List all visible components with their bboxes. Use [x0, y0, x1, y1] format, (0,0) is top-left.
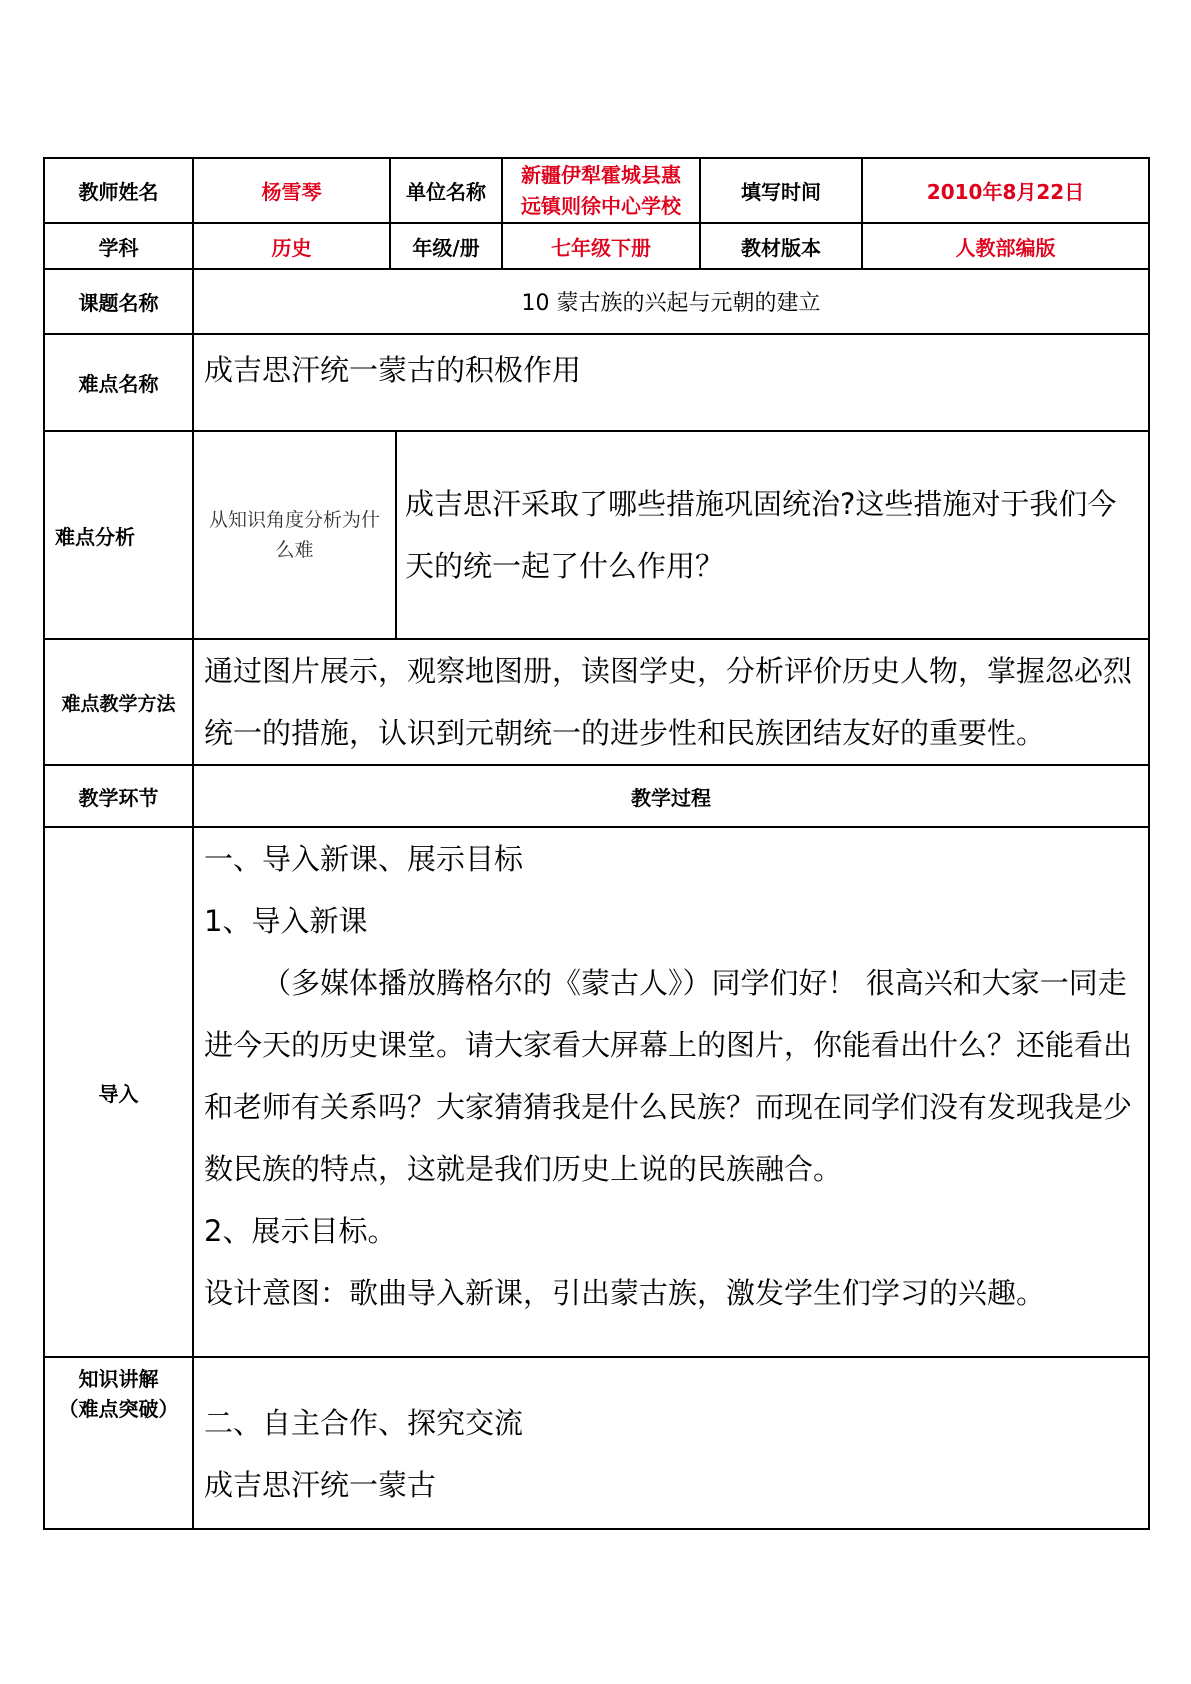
- intro-line-4: 2、展示目标。: [204, 1214, 397, 1248]
- process-header-row: [44, 765, 1149, 827]
- analysis-value: 成吉思汗采取了哪些措施巩固统治?这些措施对于我们今天的统一起了什么作用？: [405, 487, 1117, 583]
- knowledge-row: [44, 1357, 1149, 1529]
- intro-content: [193, 827, 1149, 1357]
- date-label: 填写时间: [700, 158, 862, 223]
- subject-label: 学科: [44, 223, 193, 269]
- difficulty-method-row: [44, 639, 1149, 765]
- difficulty-name-row: [44, 334, 1149, 431]
- lesson-plan-table: [43, 157, 1150, 1530]
- grade-value: 七年级下册: [502, 223, 700, 269]
- knowledge-line-1: 二、自主合作、探究交流: [204, 1406, 524, 1440]
- difficulty-name-cell: [193, 334, 1149, 431]
- intro-row: [44, 827, 1149, 1357]
- intro-line-1: 一、导入新课、展示目标: [204, 842, 524, 876]
- difficulty-method-label: 难点教学方法: [44, 639, 193, 765]
- lesson-title-value: 10 蒙古族的兴起与元朝的建立: [193, 269, 1149, 334]
- lesson-plan-sheet: [43, 157, 1148, 1530]
- difficulty-method-value: 通过图片展示，观察地图册，读图学史，分析评价历史人物，掌握忽必烈统一的措施，认识到元朝统一的进步性和民族团结友好的重要性。: [193, 639, 1149, 765]
- intro-line-5: 设计意图：歌曲导入新课，引出蒙古族，激发学生们学习的兴趣。: [204, 1276, 1046, 1310]
- analysis-split: [194, 432, 1148, 638]
- header-row-1: [44, 158, 1149, 223]
- subject-value: 历史: [193, 223, 390, 269]
- unit-value: 新疆伊犁霍城县惠远镇则徐中心学校: [502, 158, 700, 223]
- difficulty-name-value: 成吉思汗统一蒙古的积极作用: [204, 353, 582, 387]
- lesson-title-label: 课题名称: [44, 269, 193, 334]
- edition-label: 教材版本: [700, 223, 862, 269]
- stage-header: 教学环节: [44, 765, 193, 827]
- teacher-value: 杨雪琴: [193, 158, 390, 223]
- intro-line-3: （多媒体播放腾格尔的《蒙古人》）同学们好！ 很高兴和大家一同走进今天的历史课堂。请大家看大屏幕上的图片，你能看出什么？还能看出和老师有关系吗？大家猜猜我是什么民族？而现在同学们没有发现我是少数民族的特点，这就是我们历史上说的民族融合。: [204, 966, 1133, 1186]
- difficulty-analysis-row: [44, 431, 1149, 639]
- grade-label: 年级/册: [390, 223, 502, 269]
- edition-value: 人教部编版: [862, 223, 1149, 269]
- knowledge-line-2: 成吉思汗统一蒙古: [204, 1468, 437, 1502]
- unit-label: 单位名称: [390, 158, 502, 223]
- difficulty-analysis-cell: [193, 431, 1149, 639]
- date-value: 2010年8月22日: [862, 158, 1149, 223]
- difficulty-analysis-label: 难点分析: [44, 431, 193, 639]
- knowledge-label-line-2: （难点突破）: [58, 1397, 179, 1421]
- lesson-title-row: [44, 269, 1149, 334]
- knowledge-label-line-1: 知识讲解: [78, 1367, 159, 1391]
- intro-label: 导入: [44, 827, 193, 1357]
- intro-line-2: 1、导入新课: [204, 904, 368, 938]
- process-header: 教学过程: [193, 765, 1149, 827]
- difficulty-name-label: 难点名称: [44, 334, 193, 431]
- teacher-label: 教师姓名: [44, 158, 193, 223]
- analysis-sub-label: 从知识角度分析为什么难: [194, 432, 396, 638]
- knowledge-content: [193, 1357, 1149, 1529]
- header-row-2: [44, 223, 1149, 269]
- knowledge-label: [44, 1357, 193, 1529]
